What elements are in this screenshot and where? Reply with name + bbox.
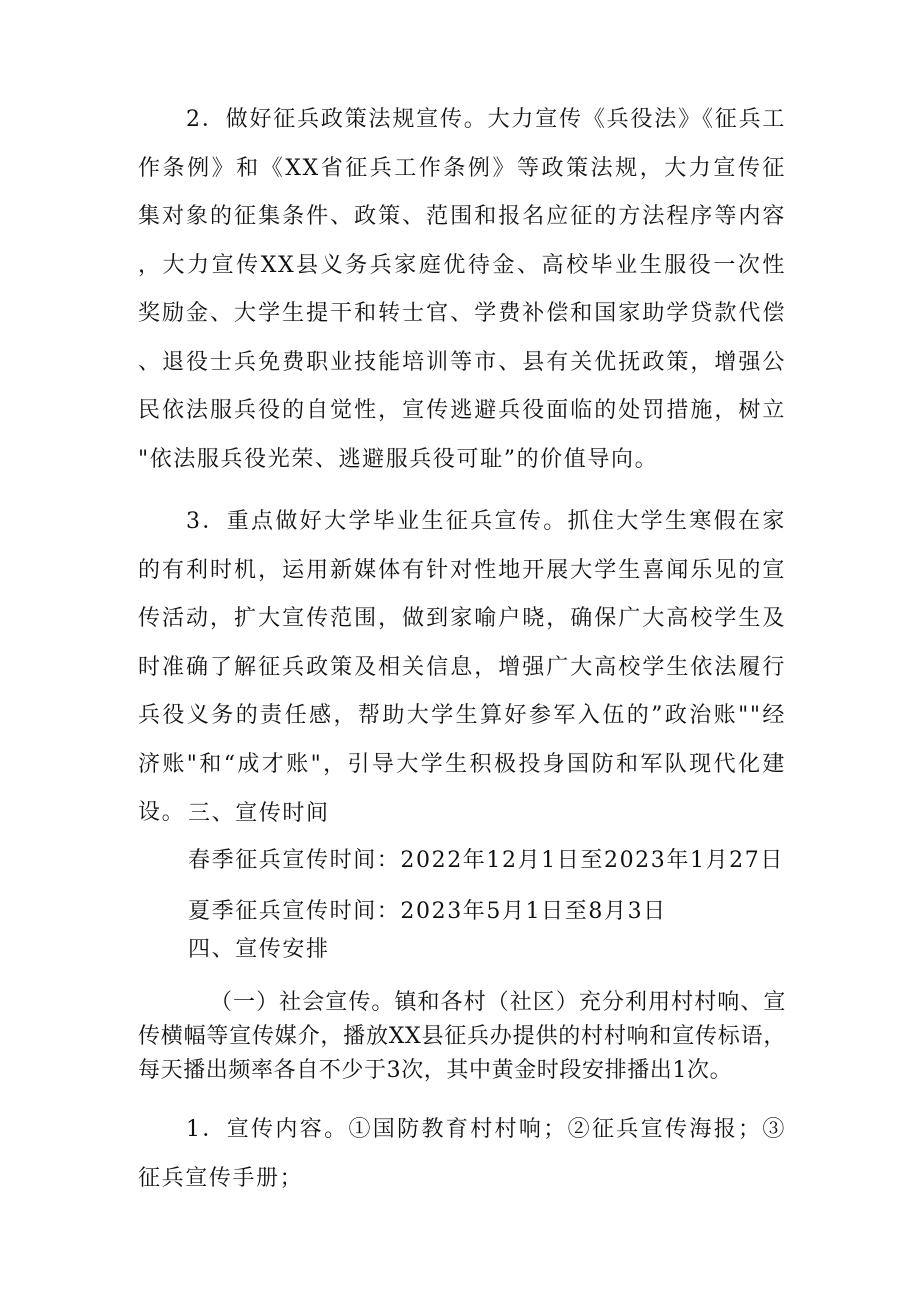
summer-publicity-time: 夏季征兵宣传时间：2023年5月1日至8月3日: [188, 899, 667, 924]
heading-publicity-arrangement: 四、宣传安排: [188, 937, 330, 962]
paragraph-publicity-content: 1．宣传内容。①国防教育村村响；②征兵宣传海报；③征兵宣传手册；: [138, 1117, 786, 1191]
spring-publicity-time: 春季征兵宣传时间：2022年12月1日至2023年1月27日: [188, 848, 784, 873]
heading-publicity-time: 三、宣传时间: [188, 801, 330, 826]
paragraph-policy-publicity: 2．做好征兵政策法规宣传。大力宣传《兵役法》《征兵工作条例》和《XX省征兵工作条例》等政策法规，大力宣传征集对象的征集条件、政策、范围和报名应征的方法程序等内容，大力宣传XX县义务兵家庭优待金、高校毕业生服役一次性奖励金、大学生提干和转士官、学费补偿和国家助学贷款代偿、退役士兵免费职业技能培训等市、县有关优抚政策，增强公民依法服兵役的自觉性，宣传逃避兵役面临的处罚措施，树立"依法服兵役光荣、逃避服兵役可耻”的价值导向。: [138, 107, 786, 472]
paragraph-social-publicity: （一）社会宣传。镇和各村（社区）充分利用村村响、宣传横幅等宣传媒介，播放XX县征兵办提供的村村响和宣传标语，每天播出频率各自不少于3次，其中黄金时段安排播出1次。: [138, 990, 786, 1083]
paragraph-graduate-publicity: 3．重点做好大学毕业生征兵宣传。抓住大学生寒假在家的有利时机，运用新媒体有针对性地开展大学生喜闻乐见的宣传活动，扩大宣传范围，做到家喻户晓，确保广大高校学生及时准确了解征兵政策及相关信息，增强广大高校学生依法履行兵役义务的责任感，帮助大学生算好参军入伍的”政治账""经济账"和“成才账"，引导大学生积极投身国防和军队现代化建设。: [138, 509, 786, 825]
